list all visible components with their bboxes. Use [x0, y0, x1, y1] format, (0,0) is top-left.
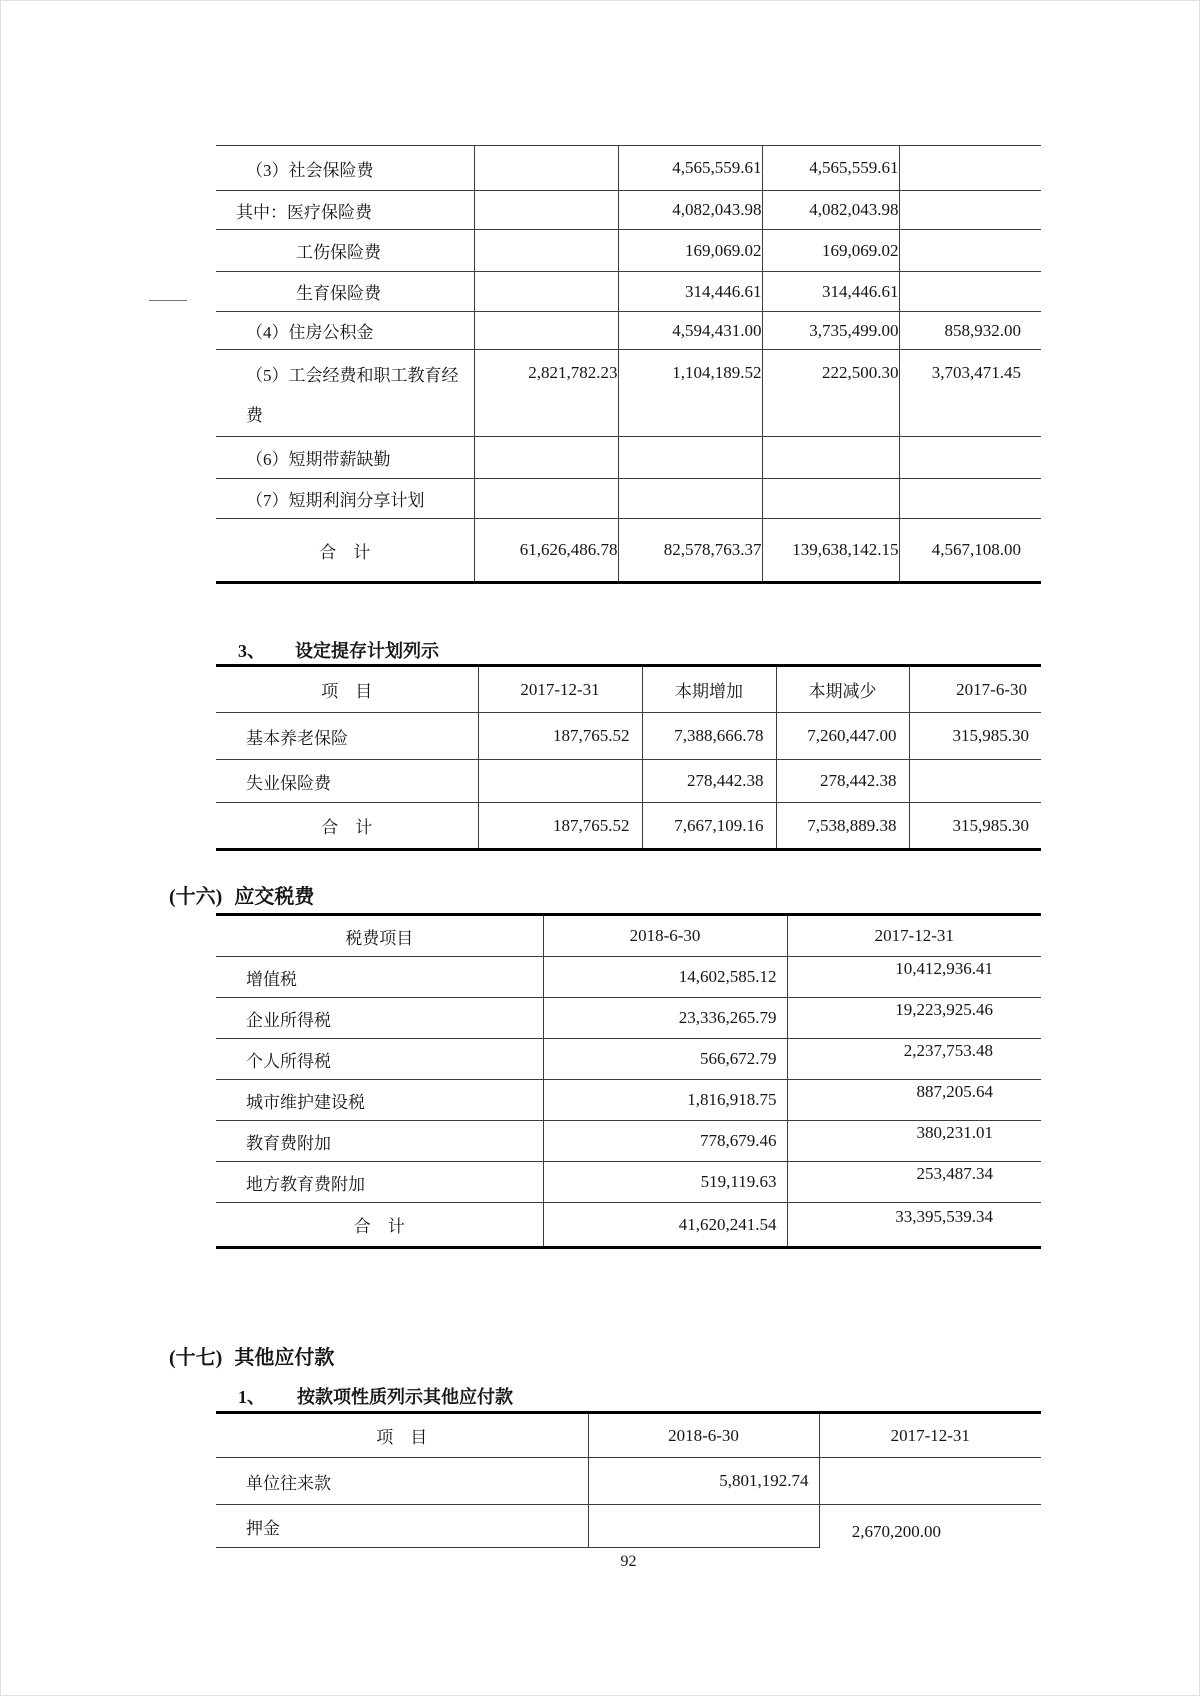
cell-value: 23,336,265.79: [543, 998, 787, 1039]
cell-value-text: 253,487.34: [916, 1164, 993, 1183]
row-label: 押金: [216, 1505, 588, 1548]
column-header: 2018-6-30: [588, 1413, 819, 1458]
cell-value: 4,567,108.00: [899, 519, 1041, 583]
cell-value: 139,638,142.15: [762, 519, 899, 583]
column-header: 2017-12-31: [478, 666, 642, 713]
cell-value: 1,104,189.52: [618, 350, 762, 437]
employee-compensation-table: [216, 145, 1041, 584]
cell-value-text: 2,237,753.48: [903, 1041, 993, 1060]
header-row: [216, 915, 1041, 957]
cell-value: 2,821,782.23: [474, 350, 618, 437]
cell-value: 778,679.46: [543, 1121, 787, 1162]
cell-value: 222,500.30: [762, 350, 899, 437]
margin-dash: [149, 300, 187, 301]
table-row: [216, 1080, 1041, 1121]
cell-value-text: 887,205.64: [916, 1082, 993, 1101]
cell-value: 278,442.38: [776, 760, 909, 803]
column-header: 2017-12-31: [787, 915, 1041, 957]
cell-value-text: 2,670,200.00: [851, 1522, 941, 1542]
table-row: [216, 230, 1041, 272]
cell-value: 3,735,499.00: [762, 312, 899, 350]
cell-value: [909, 760, 1041, 803]
other-payables-table: [216, 1411, 1041, 1548]
cell-value: 1,816,918.75: [543, 1080, 787, 1121]
cell-value-text: 33,395,539.34: [895, 1206, 993, 1226]
cell-value: [787, 1203, 1041, 1248]
cell-value: 4,565,559.61: [762, 146, 899, 191]
cell-value: [899, 191, 1041, 230]
cell-value: 315,985.30: [909, 713, 1041, 760]
cell-value: 566,672.79: [543, 1039, 787, 1080]
row-label: （3）社会保险费: [216, 146, 474, 191]
heading-number: (十七): [169, 1347, 223, 1369]
cell-value-text: 19,223,925.46: [895, 1000, 993, 1019]
cell-value: 4,565,559.61: [618, 146, 762, 191]
cell-value: 314,446.61: [618, 272, 762, 312]
header-row: [216, 666, 1041, 713]
cell-value: 519,119.63: [543, 1162, 787, 1203]
table-row: [216, 350, 1041, 437]
row-label: （6）短期带薪缺勤: [216, 437, 474, 479]
column-header: 2018-6-30: [543, 915, 787, 957]
heading-title: 设定提存计划列示: [295, 641, 439, 661]
cell-value: 169,069.02: [762, 230, 899, 272]
heading-number: 3、: [238, 641, 265, 661]
cell-value: [787, 957, 1041, 998]
row-label: （5）工会经费和职工教育经费: [216, 350, 474, 437]
cell-value: 187,765.52: [478, 803, 642, 850]
row-label: 合 计: [216, 519, 474, 583]
cell-value: 858,932.00: [899, 312, 1041, 350]
table-row: [216, 272, 1041, 312]
table-row: [216, 1121, 1041, 1162]
cell-value: [899, 437, 1041, 479]
table-row: [216, 1505, 1041, 1548]
cell-value: 4,082,043.98: [762, 191, 899, 230]
row-label: 教育费附加: [216, 1121, 543, 1162]
cell-value: 169,069.02: [618, 230, 762, 272]
table-row: [216, 760, 1041, 803]
table-row: [216, 957, 1041, 998]
cell-value: 7,538,889.38: [776, 803, 909, 850]
row-label: 企业所得税: [216, 998, 543, 1039]
cell-value: [787, 998, 1041, 1039]
table-row: [216, 1458, 1041, 1505]
table-row: [216, 312, 1041, 350]
cell-value: 7,260,447.00: [776, 713, 909, 760]
table-row: [216, 437, 1041, 479]
row-label: 失业保险费: [216, 760, 478, 803]
cell-value: 278,442.38: [642, 760, 776, 803]
table-row: [216, 1162, 1041, 1203]
row-label: 生育保险费: [216, 272, 474, 312]
page-number: 92: [620, 1553, 637, 1570]
cell-value: [474, 437, 618, 479]
subsection-heading-by-nature: [238, 1383, 513, 1409]
cell-value: [474, 479, 618, 519]
heading-title: 按款项性质列示其他应付款: [297, 1387, 513, 1407]
cell-value: 7,388,666.78: [642, 713, 776, 760]
table-row: [216, 998, 1041, 1039]
cell-value: 187,765.52: [478, 713, 642, 760]
row-label: 合 计: [216, 1203, 543, 1248]
column-header: 项 目: [216, 1413, 588, 1458]
row-label: 城市维护建设税: [216, 1080, 543, 1121]
cell-value: [588, 1505, 819, 1548]
cell-value: [899, 146, 1041, 191]
row-label: 单位往来款: [216, 1458, 588, 1505]
cell-value: [819, 1505, 1041, 1548]
row-label: 基本养老保险: [216, 713, 478, 760]
row-label: 其中：医疗保险费: [216, 191, 474, 230]
total-row: [216, 519, 1041, 583]
cell-value: 82,578,763.37: [618, 519, 762, 583]
table-row: [216, 479, 1041, 519]
cell-value-text: 10,412,936.41: [895, 959, 993, 978]
cell-value: [618, 437, 762, 479]
cell-value: [474, 191, 618, 230]
row-label: 增值税: [216, 957, 543, 998]
cell-value: [474, 312, 618, 350]
row-label: 工伤保险费: [216, 230, 474, 272]
header-row: [216, 1413, 1041, 1458]
heading-title: 应交税费: [234, 886, 315, 908]
cell-value: [819, 1458, 1041, 1505]
column-header: 2017-12-31: [819, 1413, 1041, 1458]
table-row: [216, 146, 1041, 191]
column-header: 本期减少: [776, 666, 909, 713]
cell-value: 3,703,471.45: [899, 350, 1041, 437]
cell-value: 4,594,431.00: [618, 312, 762, 350]
table-row: [216, 1039, 1041, 1080]
cell-value: 315,985.30: [909, 803, 1041, 850]
cell-value: [474, 230, 618, 272]
section-heading-other-payables: [169, 1341, 334, 1370]
defined-contribution-table: [216, 664, 1041, 851]
cell-value: [787, 1080, 1041, 1121]
heading-title: 其他应付款: [234, 1347, 335, 1369]
cell-value-text: 380,231.01: [916, 1123, 993, 1142]
cell-value: [787, 1039, 1041, 1080]
cell-value: 5,801,192.74: [588, 1458, 819, 1505]
heading-number: 1、: [238, 1387, 265, 1407]
cell-value: 41,620,241.54: [543, 1203, 787, 1248]
cell-value: 14,602,585.12: [543, 957, 787, 998]
table-row: [216, 713, 1041, 760]
cell-value: [478, 760, 642, 803]
cell-value: [474, 272, 618, 312]
cell-value: [899, 272, 1041, 312]
cell-value: [787, 1162, 1041, 1203]
cell-value: [899, 230, 1041, 272]
row-label: 地方教育费附加: [216, 1162, 543, 1203]
cell-value: 7,667,109.16: [642, 803, 776, 850]
table-row: [216, 191, 1041, 230]
total-row: [216, 803, 1041, 850]
section-heading-defined-contribution: [238, 637, 439, 663]
cell-value: [787, 1121, 1041, 1162]
total-row: [216, 1203, 1041, 1248]
row-label: 个人所得税: [216, 1039, 543, 1080]
cell-value: 314,446.61: [762, 272, 899, 312]
column-header: 项 目: [216, 666, 478, 713]
heading-number: (十六): [169, 886, 223, 908]
row-label: （4）住房公积金: [216, 312, 474, 350]
cell-value: [762, 479, 899, 519]
cell-value: [899, 479, 1041, 519]
cell-value: 4,082,043.98: [618, 191, 762, 230]
taxes-payable-table: [216, 913, 1041, 1249]
cell-value: [762, 437, 899, 479]
row-label: 合 计: [216, 803, 478, 850]
column-header: 2017-6-30: [909, 666, 1041, 713]
row-label: （7）短期利润分享计划: [216, 479, 474, 519]
column-header: 税费项目: [216, 915, 543, 957]
cell-value: [618, 479, 762, 519]
cell-value: [474, 146, 618, 191]
cell-value: 61,626,486.78: [474, 519, 618, 583]
column-header: 本期增加: [642, 666, 776, 713]
section-heading-taxes: [169, 880, 314, 909]
